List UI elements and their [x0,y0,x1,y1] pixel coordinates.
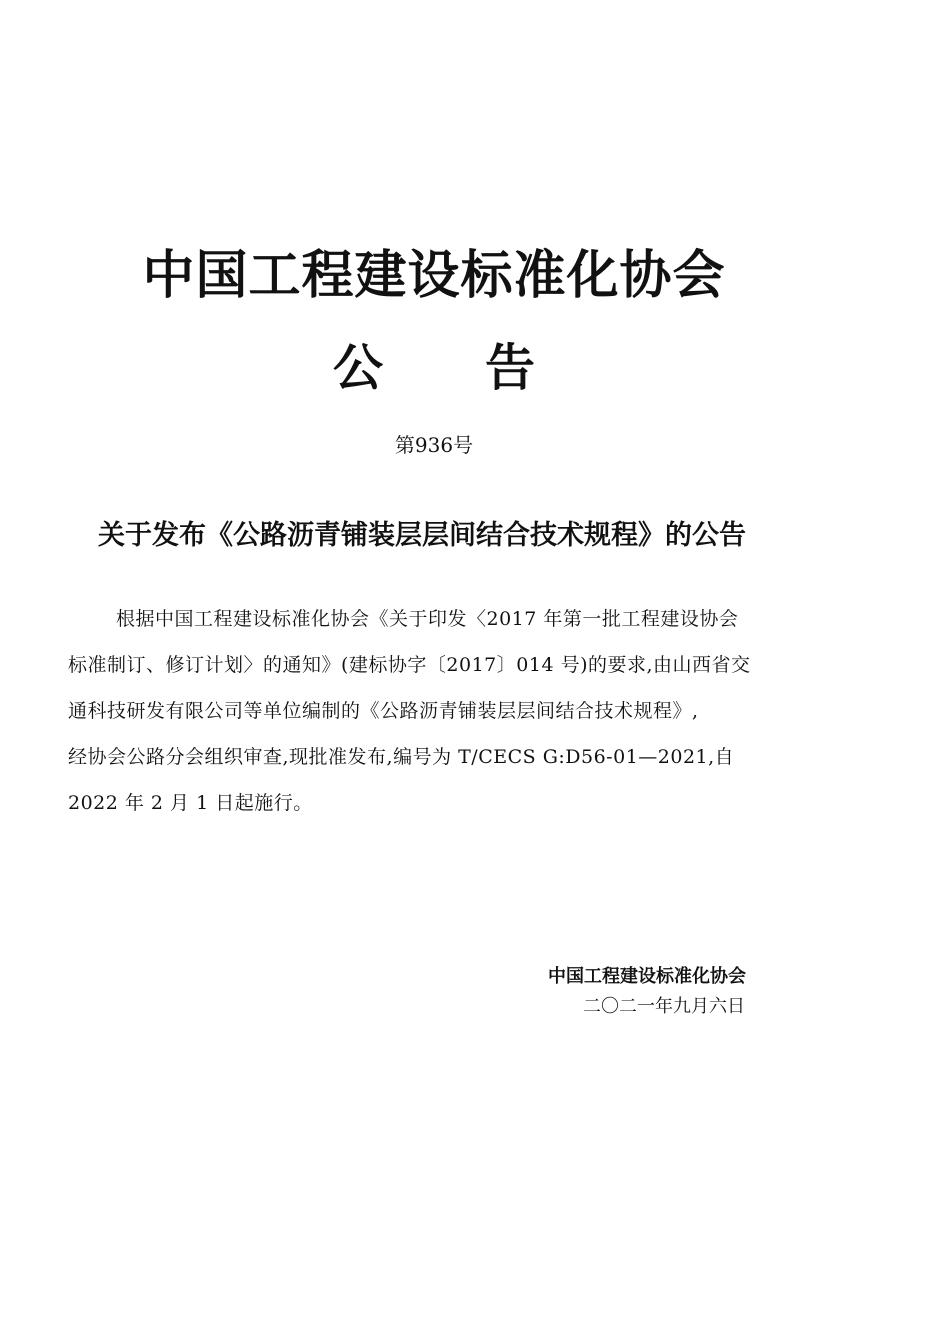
notice-number: 第936号 [394,433,474,457]
issuing-organization-title: 中国工程建设标准化协会 [142,246,726,306]
notice-heading-char-2: 告 [485,339,535,397]
body-line-3: 通科技研发有限公司等单位编制的《公路沥青铺装层层间结合技术规程》, [68,700,699,722]
notice-subject: 关于发布《公路沥青铺装层层间结合技术规程》的公告 [98,520,746,551]
signature-organization: 中国工程建设标准化协会 [548,966,746,987]
notice-heading-char-1: 公 [333,339,383,397]
body-line-5: 2022 年 2 月 1 日起施行。 [68,792,313,814]
body-line-2: 标准制订、修订计划〉的通知》(建标协字〔2017〕014 号)的要求,由山西省交 [68,654,751,676]
signature-date: 二〇二一年九月六日 [583,996,745,1017]
body-line-1: 根据中国工程建设标准化协会《关于印发〈2017 年第一批工程建设协会 [116,608,739,630]
notice-heading [0,336,868,400]
notice-body [68,602,808,832]
body-line-4: 经协会公路分会组织审查,现批准发布,编号为 T/CECS G:D56-01—2021,自 [68,746,735,768]
